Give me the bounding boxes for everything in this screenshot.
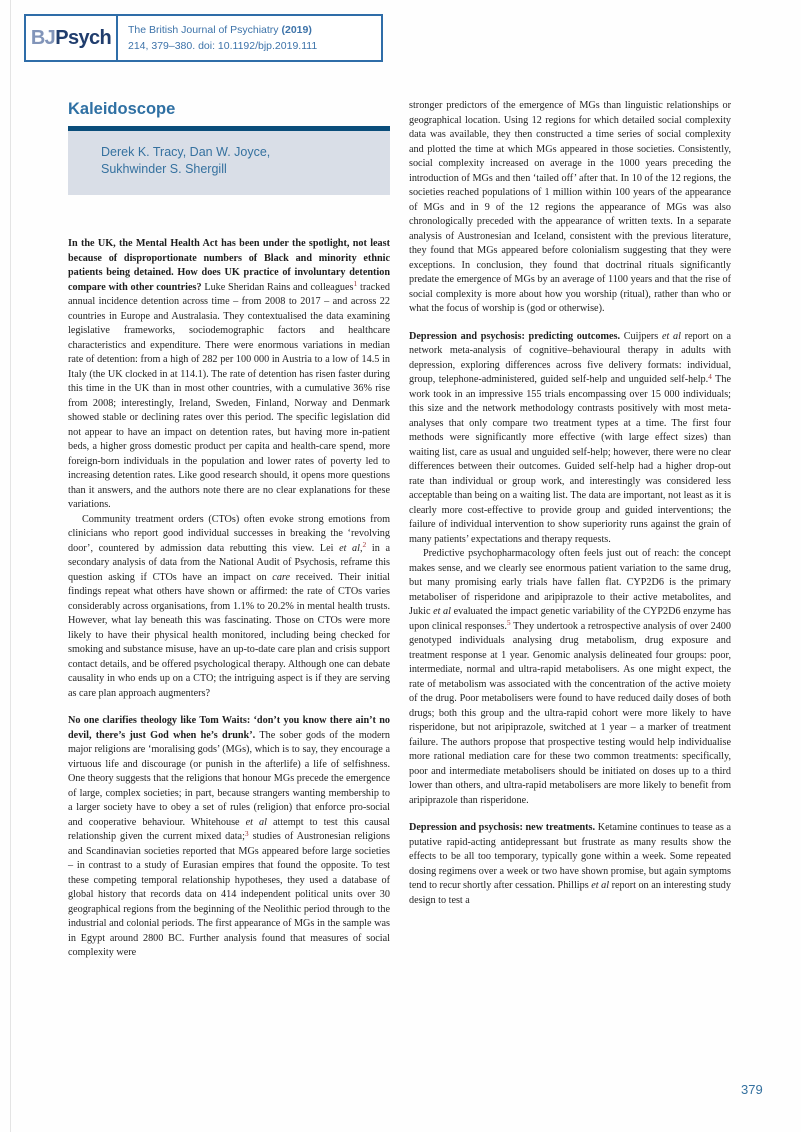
paragraph: Predictive psychopharmacology often feels just out of reach: the concept makes sense, and we clearly see enormous patient variation to the same drug, but many promising early trials have fallen flat. CYP2D6 is the primary metaboliser of risperidone and aripiprazole to their active metabolites, and Jukic et al evaluated the impact genetic variability of the CYP2D6 enzyme has upon clinical responses.$^5$ They undertook a retrospective analysis of over 2400 genotyped individuals analysing drug metabolism, drug exposure and treatment response at 1 year. Genomic analysis delineated four groups: poor, intermediate, normal and ultra-rapid metabolisers. As one might expect, the rate of metabolism was associated with the concentration of the active moiety of the drug. Poor metabolisers were found to have reduced daily doses of both drugs; both this group and the ultra-rapid cohort were more likely to have risperidone, but not aripiprazole, switched at 1 year – a marker of treatment failure. The authors propose that prospective testing would help individualise more rational mediation care for these two common treatments: specifically, poor and intermediate metabolisers should be initiated on doses up to a third lower than others, and ultra-rapid metabolisers are more likely to benefit from aripiprazole than risperidone. <box>409 548 731 806</box>
column-right <box>409 99 731 908</box>
citation-line-2: 214, 379–380. doi: 10.1192/bjp.2019.111 <box>128 39 318 52</box>
author-line: Sukhwinder S. Shergill <box>101 162 227 177</box>
author-box <box>68 131 390 195</box>
journal-citation <box>118 16 381 60</box>
bjpsych-logo <box>26 16 116 60</box>
page-edge-line <box>10 0 11 1132</box>
paragraph: Depression and psychosis: predicting outcomes. Cuijpers et al report on a network meta-analysis of cognitive–behavioural therapy in adults with depression, exploring differences across five delivery formats: individual, group, telephone-administered, guided self-help and unguided self-help.$^4$ The work took in an impressive 155 trials encompassing over 15 000 individuals; this size and the network methodology contrasts positively with most meta-analyses that only compare two treatment types at a time. The first four methods were significantly more effective (with large effect sizes) than waiting list, care as usual and unguided self-help; however, there were no clear differences between their outcomes. Guided self-help had a higher drop-out rate than individual or group work, and interestingly was considered less acceptable than being on a waiting list. The data are important, not least as it is clearly more cost-effective to provide group and guided interventions; the failure of individual intervention to show superiority runs against the grain of many patients’ expectations and therapy requests. <box>409 330 731 545</box>
paragraph: stronger predictors of the emergence of MGs than linguistic relationships or geographical location. Using 12 regions for which detailed social complexity data was available, they then constructed a time series of social complexity and plotted the time at which MGs appeared in those societies. Consistently, social complexity increased on average in the 1000 years preceding the introduction of MGs and then ‘tailed off’ after that. In 10 of the 12 regions, the societies reached populations of 1 million within 100 years of the appearance of MGs and in 9 of the 12 regions the appearance of MGs was also chronologically preceded with the appearance of written texts. In a separate analysis of Austronesian and Iceland, consistent with the previous literature, they found that MGs appeared before colonialism suggesting that they were exceptions. In conclusion, they found that doctrinal rituals significantly predate the emergence of MGs by an average of 1100 years and that the rise of social complexity is more about how you worship (ritual), rather than who or what the focus of worship is (god or otherwise). <box>409 100 731 314</box>
paragraph: Depression and psychosis: new treatments. Ketamine continues to tease as a putative rapid-acting antidepressant but frustrate as many results show the effects to be all too temporary, typically gone within a week. Some repeated dosing regimens over a week or two have shown promise, but again symptoms tend to recur shortly after cessation. Phillips et al report on an interesting study design to test a <box>409 822 731 906</box>
page-number: 379 <box>741 1082 763 1097</box>
author-line: Derek K. Tracy, Dan W. Joyce, <box>101 145 271 159</box>
paragraph: In the UK, the Mental Health Act has been under the spotlight, not least because of disproportionate numbers of Black and minority ethnic patients being detained. How does UK practice of involuntary detention compare with other countries? Luke Sheridan Rains and colleagues$^1$ tracked annual incidence detention across time – from 2008 to 2017 – and across 22 countries in Europe and Australasia. They contextualised the data examining legislative frameworks, sociodemographic factors and healthcare characteristics and expenditure. There were enormous variations in median rate of detention: from a high of 282 per 100 000 in Austria to a low of 14.5 in Italy (the UK clocked in at 114.1). The rate of detention has risen faster during this time in the UK than in most other countries, with a cumulative 36% rise from 2008; interestingly, Ireland, Sweden, Finland, Norway and Denmark showed stable or declining rates over this period. The specific legislation did not appear to have an impact on detention rates, but having more in-patient beds, a higher gross domestic product per capita and health-care spend, more foreign-born individuals in the population and lower rates of poverty led to increasing detention rates. Like good research should, it opens more questions than it answers, and the authors note there are no clear explanations for these variations. <box>68 238 390 510</box>
citation-line-1: The British Journal of Psychiatry (2019) <box>128 24 312 36</box>
logo-psych-text: Psych <box>55 26 112 49</box>
journal-header <box>24 14 383 62</box>
column-left <box>68 237 390 961</box>
logo-bj-text: BJ <box>30 26 56 49</box>
paragraph: Community treatment orders (CTOs) often evoke strong emotions from clinicians who report good individual successes in breaking the ‘revolving door’, countered by admission data rebutting this view. Lei et al,$^2$ in a secondary analysis of data from the National Audit of Psychosis, reframe this question asking if CTOs have an impact on care received. Their initial findings repeat what others have shown or affirmed: the rate of CTOs varies considerably across organisations, from 1.1% to 20.2% in mental health trusts. However, what lay beneath this was fascinating. Those on CTOs were more likely to have their physical health monitored, including being checked for smoking and substance misuse, have an up-to-date care plan and crisis support contact details, and be offered psychological therapy. Although one can debate causality in who ends up on a CTO; the intriguing aspect is if they are serving as care plan approach augmenters? <box>68 513 391 699</box>
article-title: Kaleidoscope <box>68 100 176 118</box>
paragraph: No one clarifies theology like Tom Waits: ‘don’t you know there ain’t no devil, there’s just God when he’s drunk’. The sober gods of the modern major religions are ‘moralising gods’ (MGs), which is to say, they encourage a virtuous life and discourage (or punish in the afterlife) a life of selfishness. One theory suggests that the religions that honour MGs precede the emergence of large, complex societies; in part, because strangers wanting membership to a larger society have to obey a set of rules (religion) that enforce pro-social and cooperative behaviour. Whitehouse et al attempt to test this causal relationship given the current mixed data;$^3$ studies of Austronesian religions and Scandinavian societies reported that MGs appeared before large societies – in contrast to a study of Eurasian empires that found the opposite. To test these competing temporal relationship hypotheses, they used a database of global history that records data on 414 independent political units over 30 geographical regions from the beginning of the Neolithic period through to the industrial and colonial periods. The first appearance of MGs in the sample was in Egypt around 2800 BC. Further analysis found that measures of social complexity were <box>68 715 390 958</box>
